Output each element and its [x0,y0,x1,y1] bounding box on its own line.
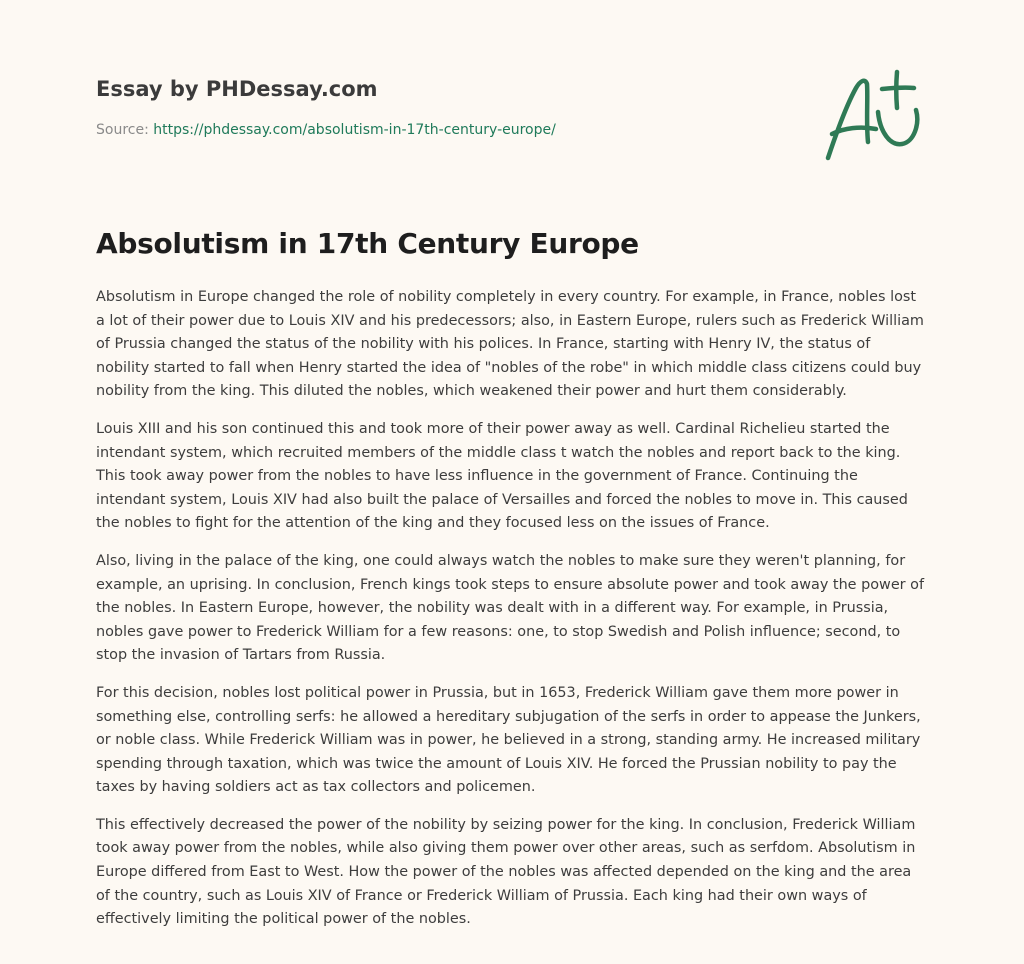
essay-paragraph: Louis XIII and his son continued this and took more of their power away as well. Cardinal Richelieu started the intendant system, which recruited members of the middle class t watch the nobles and report back to the king. This took away power from the nobles to have less influence in the government of France. Continuing the intendant system, Louis XIV had also built the palace of Versailles and forced the nobles to move in. This caused the nobles to fight for the attention of the king and they focused less on the issues of France. [96,420,908,532]
source-line [96,120,796,140]
essay-title: Absolutism in 17th Century Europe [96,227,639,260]
essay-paragraph: Absolutism in Europe changed the role of nobility completely in every country. For example, in France, nobles lost a lot of their power due to Louis XIV and his predecessors; also, in Eastern Europe, rulers such as Frederick William of Prussia changed the status of the nobility with his polices. In France, starting with Henry IV, the status of nobility started to fall when Henry started the idea of "nobles of the robe" in which middle class citizens could buy nobility from the king. This diluted the nobles, which weakened their power and hurt them considerably. [96,289,924,400]
source-link[interactable]: https://phdessay.com/absolutism-in-17th-century-europe/ [153,122,556,138]
site-title: Essay by PHDessay.com [96,77,378,101]
page-header [96,74,796,140]
essay-paragraph: This effectively decreased the power of the nobility by seizing power for the king. In conclusion, Frederick William took away power from the nobles, while also giving them power over other areas, such as serfdom. Absolutism in Europe differed from East to West. How the power of the nobles was affected depended on the king and the area of the country, such as Louis XIV of France or Frederick William of Prussia. Each king had their own ways of effectively limiting the political power of the nobles. [96,816,916,928]
essay-paragraph: Also, living in the palace of the king, one could always watch the nobles to make sure they weren't planning, for example, an uprising. In conclusion, French kings took steps to ensure absolute power and took away the power of the nobles. In Eastern Europe, however, the nobility was dealt with in a different way. For example, in Prussia, nobles gave power to Frederick William for a few reasons: one, to stop Swedish and Polish influence; second, to stop the invasion of Tartars from Russia. [96,552,925,664]
essay-paragraph: For this decision, nobles lost political power in Prussia, but in 1653, Frederick William gave them more power in something else, controlling serfs: he allowed a hereditary subjugation of the serfs in order to appease the Junkers, or noble class. While Frederick William was in power, he believed in a strong, standing army. He increased military spending through taxation, which was twice the amount of Louis XIV. He forced the Prussian nobility to pay the taxes by having soldiers act as tax collectors and policemen. [96,684,921,796]
essay-body [96,286,928,946]
source-label: Source: [96,122,149,138]
a-plus-grade-icon [822,68,926,164]
